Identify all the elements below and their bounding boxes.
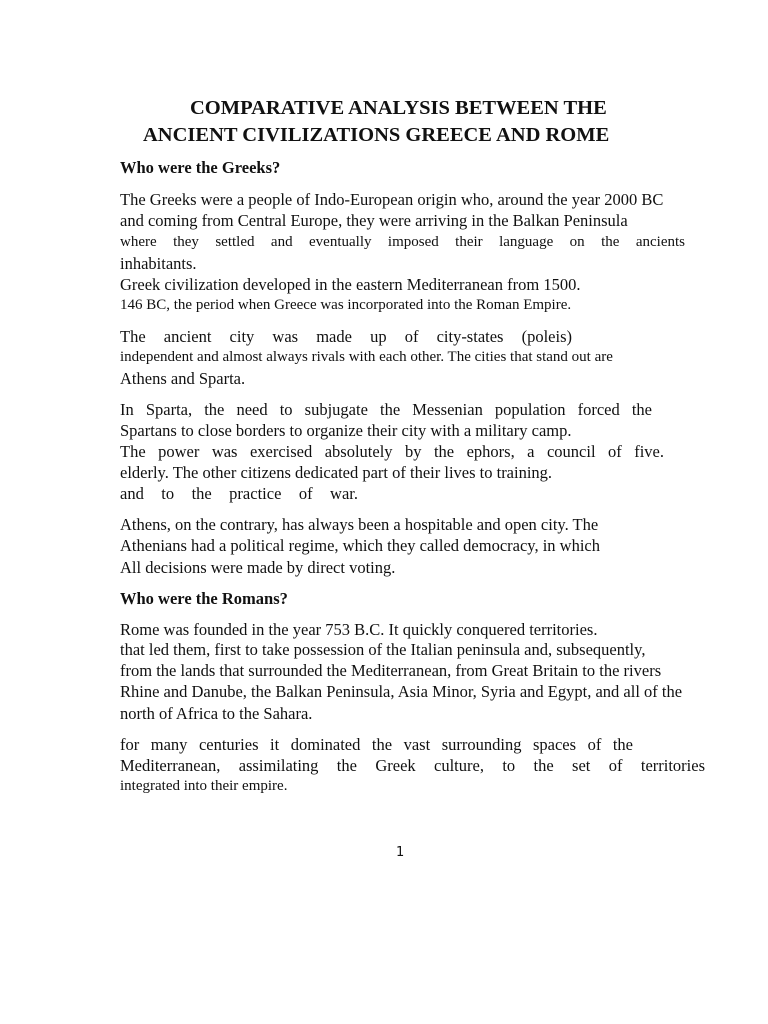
paragraph-line: from the lands that surrounded the Mediterranean, from Great Britain to the rivers — [120, 661, 662, 680]
paragraph-line: where they settled and eventually imposed their language on the ancients — [120, 234, 685, 250]
paragraph-line: Greek civilization developed in the eastern Mediterranean from 1500. — [120, 275, 581, 294]
paragraph-line: integrated into their empire. — [120, 778, 288, 794]
page-number: 1 — [396, 845, 405, 860]
section-heading-romans: Who were the Romans? — [120, 589, 288, 608]
paragraph-line: All decisions were made by direct voting. — [120, 558, 396, 577]
paragraph-line: Rome was founded in the year 753 B.C. It quickly conquered territories. — [120, 620, 598, 639]
paragraph-line: 146 BC, the period when Greece was incorporated into the Roman Empire. — [120, 297, 572, 313]
paragraph-line: Spartans to close borders to organize their city with a military camp. — [120, 421, 572, 440]
paragraph-line: that led them, first to take possession of the Italian peninsula and, subsequently, — [120, 640, 646, 659]
paragraph-line: Mediterranean, assimilating the Greek culture, to the set of territories — [120, 756, 705, 775]
paragraph-line: for many centuries it dominated the vast surrounding spaces of the — [120, 735, 633, 754]
document-title-line-2: ANCIENT CIVILIZATIONS GREECE AND ROME — [143, 124, 610, 146]
paragraph-line: Rhine and Danube, the Balkan Peninsula, Asia Minor, Syria and Egypt, and all of the — [120, 682, 683, 701]
paragraph-line: Athens, on the contrary, has always been a hospitable and open city. The — [120, 515, 599, 534]
paragraph-line: The ancient city was made up of city-states (poleis) — [120, 327, 572, 346]
paragraph-line: The power was exercised absolutely by the ephors, a council of five. — [120, 442, 664, 461]
paragraph-line: In Sparta, the need to subjugate the Messenian population forced the — [120, 400, 652, 419]
paragraph-line: and to the practice of war. — [120, 484, 358, 503]
paragraph-line: Athens and Sparta. — [120, 369, 246, 388]
paragraph-line: elderly. The other citizens dedicated part of their lives to training. — [120, 463, 553, 482]
paragraph-line: Athenians had a political regime, which they called democracy, in which — [120, 536, 601, 555]
section-heading-greeks: Who were the Greeks? — [120, 158, 281, 177]
document-title-line-1: COMPARATIVE ANALYSIS BETWEEN THE — [190, 97, 607, 119]
paragraph-line: inhabitants. — [120, 254, 197, 273]
paragraph-line: north of Africa to the Sahara. — [120, 704, 313, 723]
paragraph-line: and coming from Central Europe, they were arriving in the Balkan Peninsula — [120, 211, 628, 230]
paragraph-line: The Greeks were a people of Indo-European origin who, around the year 2000 BC — [120, 190, 664, 209]
paragraph-line: independent and almost always rivals with each other. The cities that stand out are — [120, 349, 613, 365]
